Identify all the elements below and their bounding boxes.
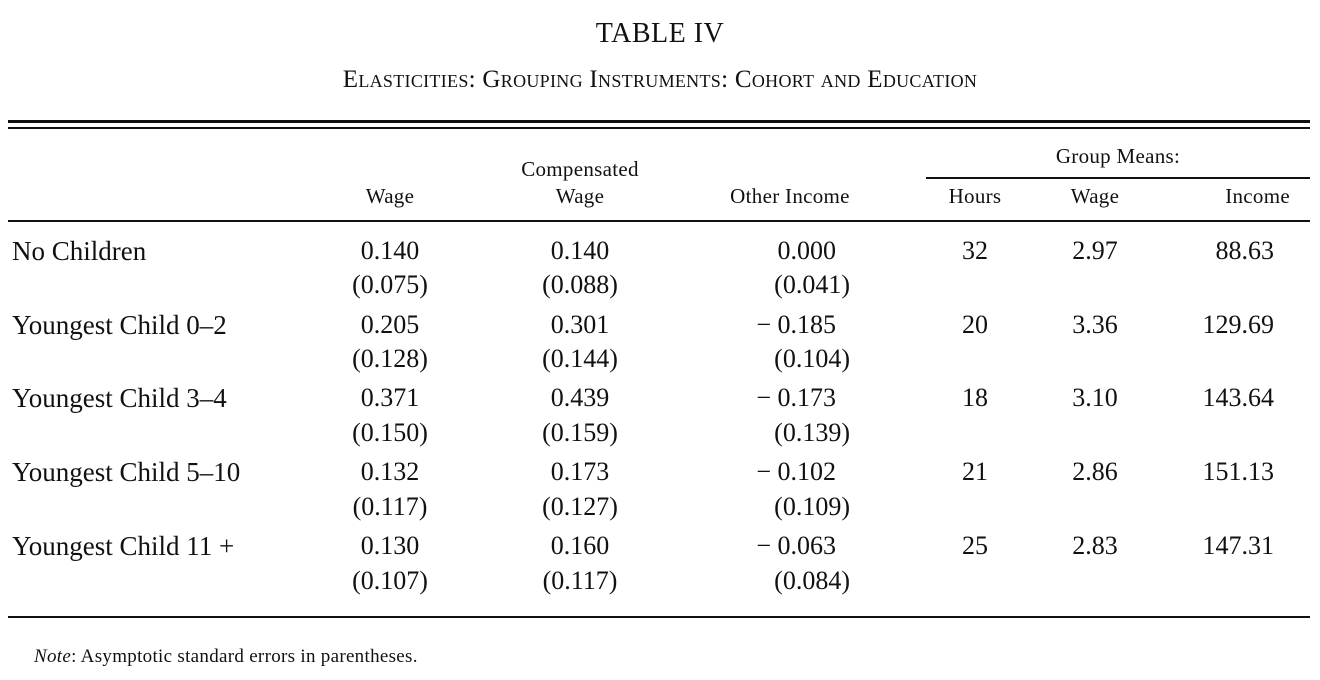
- cell-hours: 21: [962, 457, 988, 486]
- cell-hours: 25: [962, 531, 988, 560]
- header-income: Income: [1225, 184, 1290, 208]
- cell-wage: 0.205: [360, 310, 420, 339]
- header-hours: Hours: [948, 184, 1002, 208]
- cell-wage-se: (0.117): [352, 492, 428, 521]
- cell-other-se: (0.084): [774, 566, 850, 595]
- header-compensated-line1: Compensated: [521, 157, 639, 181]
- cell-wage-se: (0.150): [352, 418, 428, 447]
- cell-mean-wage: 2.86: [1072, 457, 1118, 486]
- group-means-rule: [926, 177, 1310, 179]
- cell-other-se: (0.109): [774, 492, 850, 521]
- cell-comp: 0.140: [550, 236, 610, 265]
- cell-wage-se: (0.128): [352, 344, 428, 373]
- table-bottom-rule: [8, 616, 1310, 618]
- cell-income: 143.64: [1202, 383, 1274, 412]
- cell-income: 151.13: [1202, 457, 1274, 486]
- cell-other-se: (0.104): [774, 344, 850, 373]
- header-compensated-line2: Wage: [555, 184, 605, 208]
- cell-other: − 0.063: [756, 531, 836, 560]
- cell-hours: 32: [962, 236, 988, 265]
- cell-comp: 0.160: [550, 531, 610, 560]
- cell-wage-se: (0.075): [352, 270, 428, 299]
- cell-wage-se: (0.107): [352, 566, 428, 595]
- cell-comp-se: (0.159): [542, 418, 618, 447]
- cell-mean-wage: 2.83: [1072, 531, 1118, 560]
- note-text: : Asymptotic standard errors in parentheses.: [71, 646, 418, 667]
- cell-income: 88.63: [1215, 236, 1274, 265]
- cell-other: − 0.173: [756, 383, 836, 412]
- cell-comp: 0.173: [550, 457, 610, 486]
- cell-mean-wage: 3.10: [1072, 383, 1118, 412]
- cell-comp: 0.439: [550, 383, 610, 412]
- cell-income: 147.31: [1202, 531, 1274, 560]
- header-bottom-rule: [8, 220, 1310, 222]
- cell-wage: 0.140: [360, 236, 420, 265]
- cell-income: 129.69: [1202, 310, 1274, 339]
- cell-mean-wage: 2.97: [1072, 236, 1118, 265]
- header-other-income: Other Income: [730, 184, 850, 208]
- row-label: Youngest Child 11 +: [12, 531, 235, 561]
- row-label: No Children: [12, 236, 147, 266]
- row-label: Youngest Child 0–2: [12, 310, 227, 340]
- top-double-rule-2: [8, 127, 1310, 129]
- cell-wage: 0.371: [360, 383, 420, 412]
- cell-wage: 0.132: [360, 457, 420, 486]
- row-label: Youngest Child 5–10: [12, 457, 241, 487]
- table-title: TABLE IV: [595, 18, 725, 49]
- cell-other-se: (0.139): [774, 418, 850, 447]
- cell-other: − 0.185: [756, 310, 836, 339]
- cell-comp-se: (0.127): [542, 492, 618, 521]
- cell-comp-se: (0.144): [542, 344, 618, 373]
- cell-wage: 0.130: [360, 531, 420, 560]
- cell-other-se: (0.041): [774, 270, 850, 299]
- header-mean-wage: Wage: [1070, 184, 1120, 208]
- cell-comp-se: (0.117): [542, 566, 618, 595]
- table-subtitle: Elasticities: Grouping Instruments: Cohort and Education: [342, 66, 978, 93]
- note-label: Note: [34, 646, 72, 667]
- cell-mean-wage: 3.36: [1072, 310, 1118, 339]
- header-wage: Wage: [365, 184, 415, 208]
- header-group-means: Group Means:: [1055, 144, 1181, 168]
- cell-comp: 0.301: [550, 310, 610, 339]
- top-double-rule-1: [8, 120, 1310, 123]
- cell-comp-se: (0.088): [542, 270, 618, 299]
- cell-hours: 20: [962, 310, 988, 339]
- row-label: Youngest Child 3–4: [12, 383, 227, 413]
- cell-other: 0.000: [777, 236, 836, 265]
- cell-other: − 0.102: [756, 457, 836, 486]
- table-note: [34, 646, 418, 668]
- cell-hours: 18: [962, 383, 988, 412]
